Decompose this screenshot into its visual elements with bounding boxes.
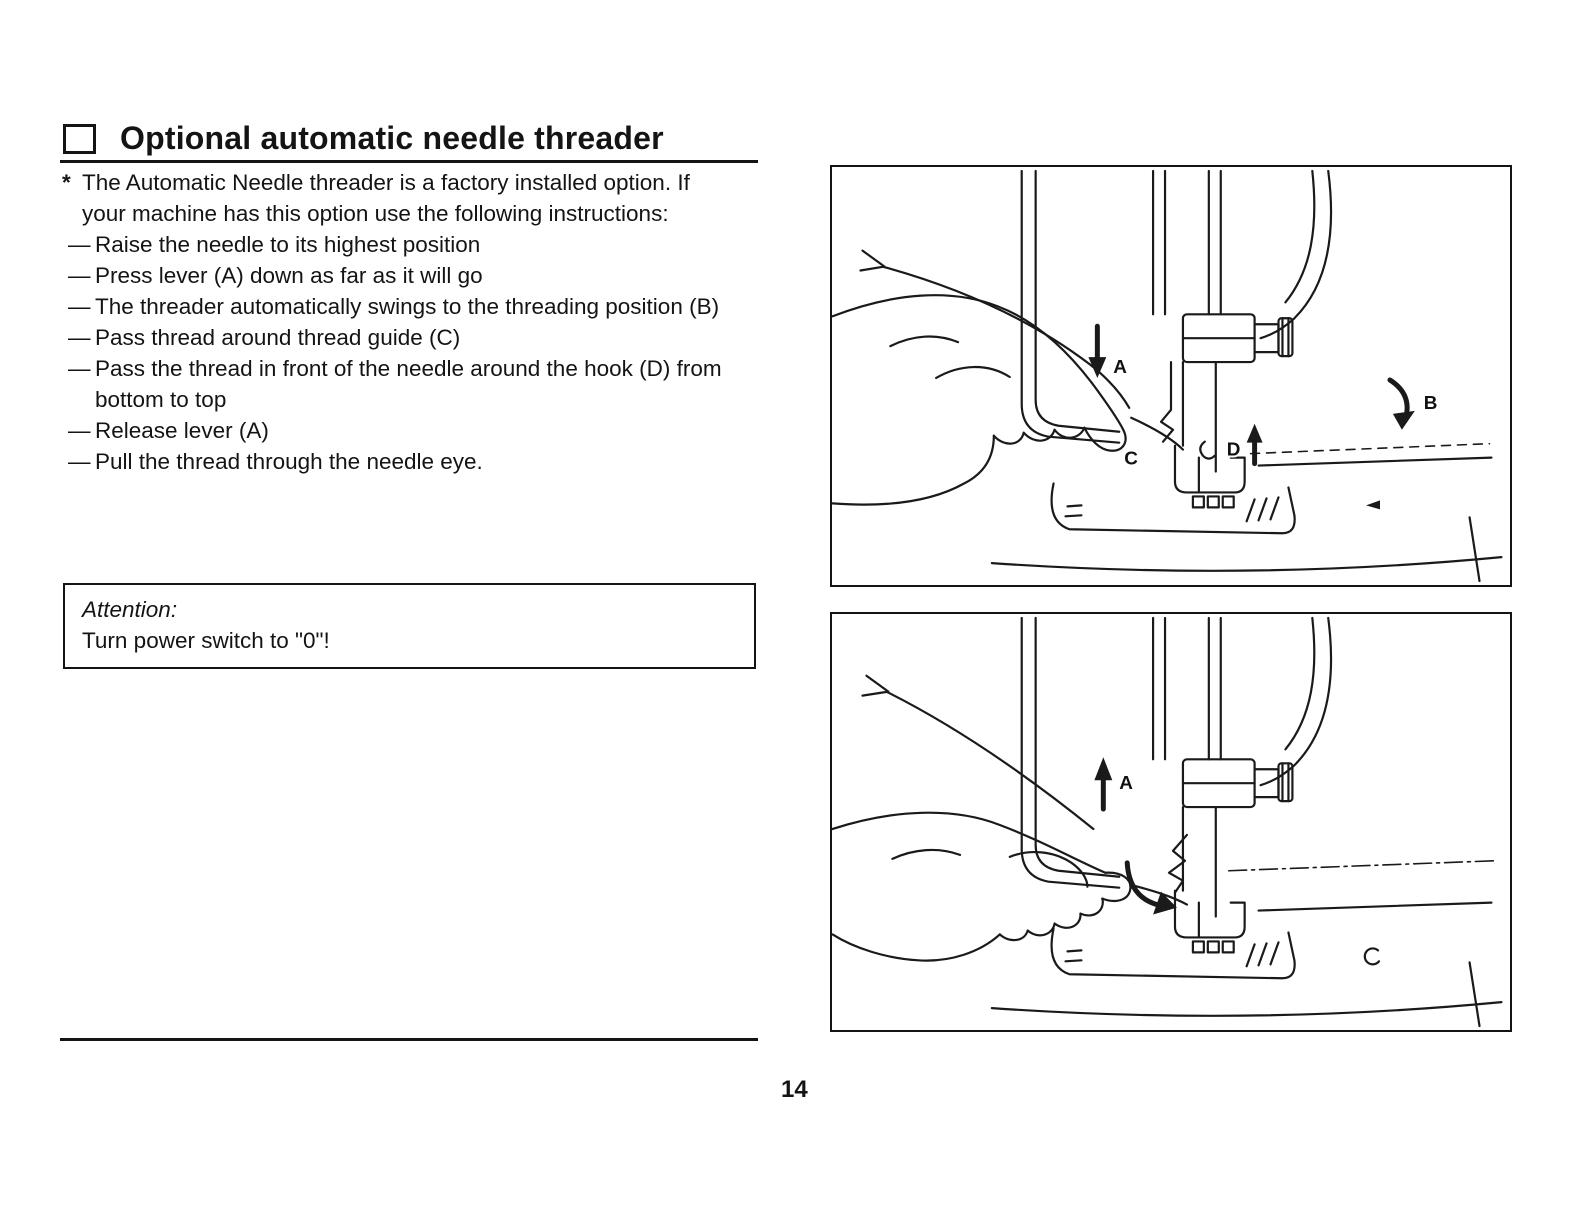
figure1-frame — [830, 165, 1512, 587]
figure1-machine-art — [992, 171, 1502, 581]
instruction-item — [62, 322, 743, 353]
dash-bullet: — — [68, 418, 91, 443]
figure1-arrows — [1088, 326, 1414, 463]
figure2-illustration — [832, 614, 1510, 1030]
dash-bullet: — — [68, 232, 91, 257]
dash-bullet: — — [68, 356, 91, 381]
instruction-text: Pull the thread through the needle eye. — [95, 449, 483, 474]
figure1-label-c: C — [1124, 448, 1138, 470]
figure2-machine-art — [992, 618, 1502, 1026]
dash-bullet: — — [68, 263, 91, 288]
instruction-column — [62, 167, 743, 477]
instruction-item — [62, 291, 743, 322]
instruction-text: The threader automatically swings to the threading position (B) — [95, 294, 720, 319]
footnote-asterisk: * — [62, 170, 71, 195]
dash-bullet: — — [68, 325, 91, 350]
figure1-label-a: A — [1113, 357, 1127, 379]
section-checkbox-icon — [63, 124, 96, 154]
figure2-label-a: A — [1119, 773, 1133, 795]
instruction-list — [62, 229, 743, 477]
attention-heading: Attention: — [82, 597, 178, 622]
page-number: 14 — [781, 1076, 808, 1103]
figure1-hand-art — [833, 251, 1490, 505]
instruction-item — [62, 415, 743, 446]
bottom-rule — [60, 1038, 758, 1041]
attention-box — [63, 583, 756, 669]
instruction-item — [62, 353, 743, 415]
instruction-text: Release lever (A) — [95, 418, 269, 443]
attention-body: Turn power switch to "0"! — [82, 628, 330, 653]
section-header — [63, 120, 664, 157]
intro-note — [62, 167, 743, 229]
instruction-text: Pass thread around thread guide (C) — [95, 325, 461, 350]
page-title: Optional automatic needle threader — [120, 120, 664, 156]
figure1-label-d: D — [1226, 439, 1241, 461]
dash-bullet: — — [68, 294, 91, 319]
instruction-text: Press lever (A) down as far as it will go — [95, 263, 483, 288]
title-underline — [60, 160, 758, 163]
figure2-hand-art — [833, 676, 1187, 961]
figure1-illustration — [832, 167, 1510, 585]
intro-text: The Automatic Needle threader is a factory installed option. If your machine has this option use the following instructions: — [82, 170, 690, 226]
instruction-item — [62, 260, 743, 291]
instruction-text: Raise the needle to its highest position — [95, 232, 481, 257]
dash-bullet: — — [68, 449, 91, 474]
instruction-text: Pass the thread in front of the needle around the hook (D) from bottom to top — [95, 356, 722, 412]
figure1-label-b: B — [1423, 392, 1438, 414]
instruction-item — [62, 229, 743, 260]
figure2-frame — [830, 612, 1512, 1032]
figure2-arrows — [1094, 757, 1177, 914]
instruction-item — [62, 446, 743, 477]
